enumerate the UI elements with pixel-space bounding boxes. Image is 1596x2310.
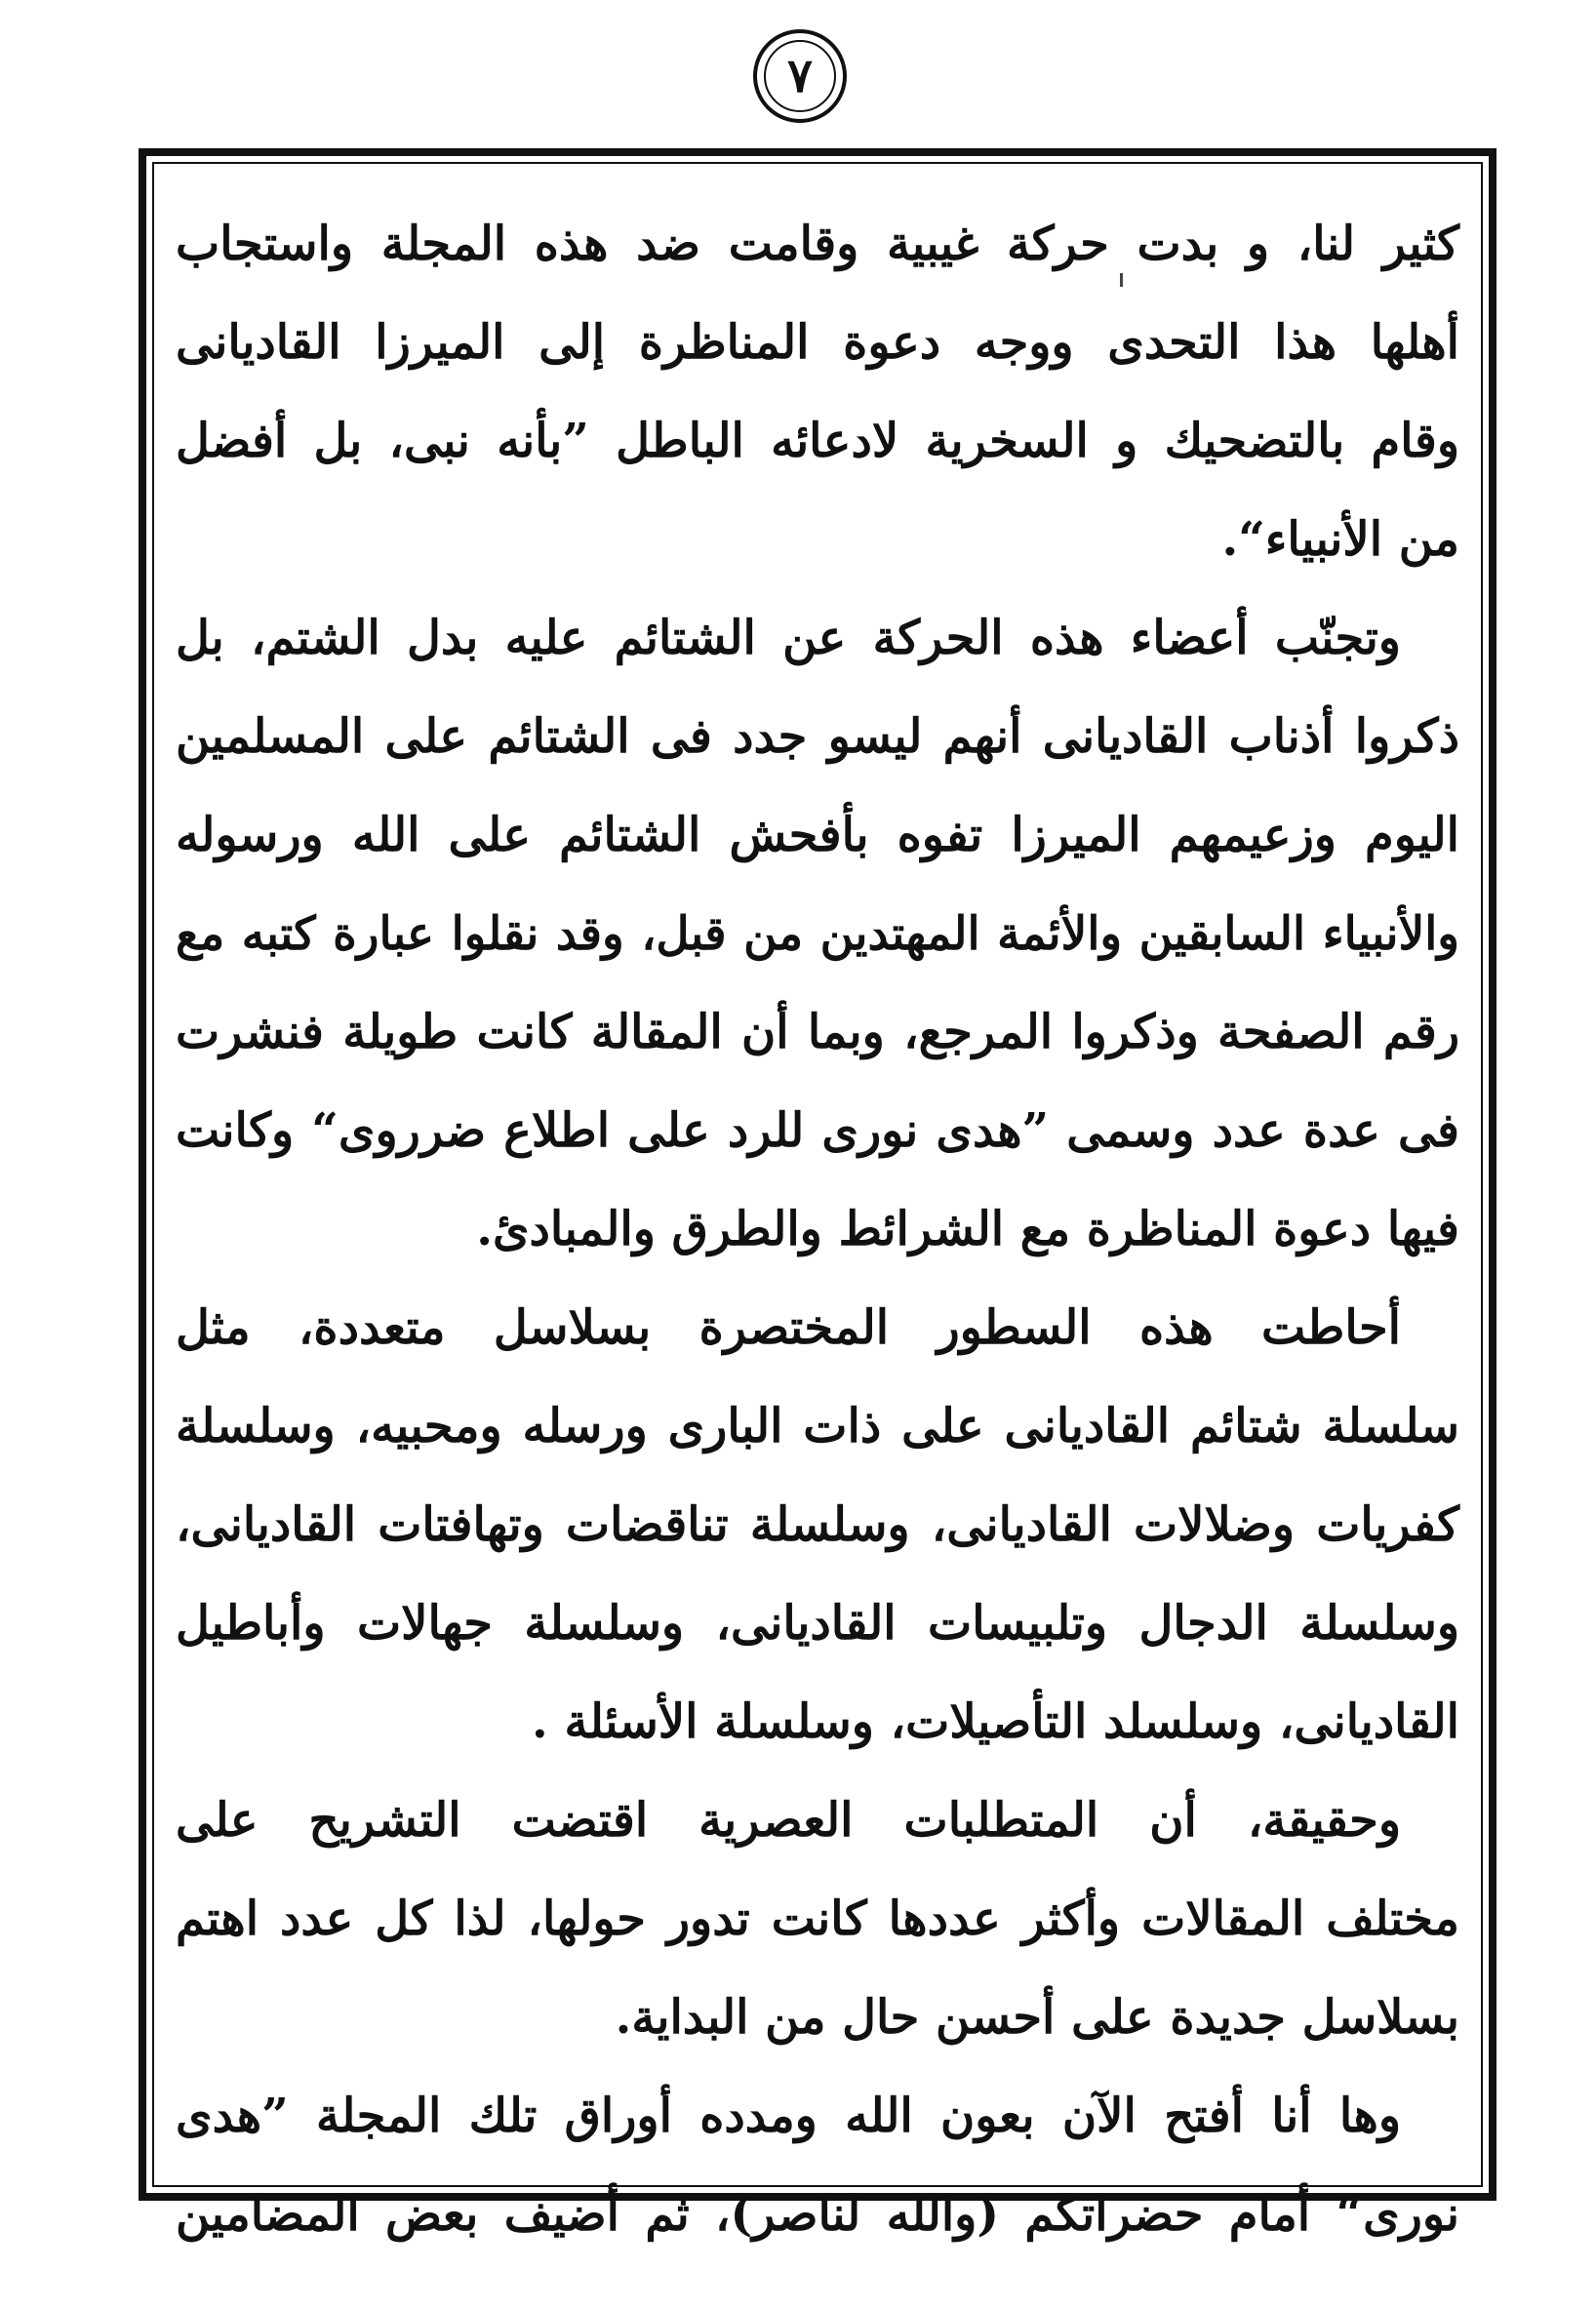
text-line: اليوم وزعيمهم الميرزا تفوه بأفحش الشتائم على الله ورسوله [176, 808, 1459, 862]
body-text [176, 195, 1459, 2264]
text-line: والأنبياء السابقين والأئمة المهتدين من قبل، وقد نقلوا عبارة كتبه مع [176, 907, 1459, 961]
text-line: نورى“ أمام حضراتكم (والله لناصر)، ثم أضيف بعض المضامين [176, 2187, 1459, 2242]
text-line: وقام بالتضحيك و السخرية لادعائه الباطل ”بأنه نبى، بل أفضل [176, 414, 1460, 468]
text-line: أهلها هذا التحدى ووجه دعوة المناظرة إلى الميرزا القاديانى [176, 315, 1459, 370]
text-line: من الأنبياء“. [1221, 512, 1459, 567]
text-line: القاديانى، وسلسلد التأصيلات، وسلسلة الأسئلة . [532, 1694, 1459, 1749]
text-line: وحقيقة، أن المتطلبات العصرية اقتضت التشريح على [176, 1793, 1401, 1848]
page-number-badge [753, 29, 847, 123]
text-line: كثير لنا، و بدت حركة غيبية وقامت ضد هذه المجلة واستجاب [176, 217, 1459, 271]
text-line: ذكروا أذناب القاديانى أنهم ليسو جدد فى الشتائم على المسلمين [176, 709, 1459, 764]
text-line: فيها دعوة المناظرة مع الشرائط والطرق والمبادئ. [476, 1202, 1459, 1256]
text-line: مختلف المقالات وأكثر عددها كانت تدور حولها، لذا كل عدد اهتم [176, 1892, 1459, 1946]
text-line: وسلسلة الدجال وتلبيسات القاديانى، وسلسلة جهالات وأباطيل [176, 1596, 1459, 1651]
text-line: بسلاسل جديدة على أحسن حال من البداية. [615, 1990, 1459, 2045]
text-line: رقم الصفحة وذكروا المرجع، وبما أن المقالة كانت طويلة فنشرت [176, 1005, 1459, 1059]
text-line: كفريات وضلالات القاديانى، وسلسلة تناقضات وتهافتات القاديانى، [176, 1497, 1459, 1552]
text-line: وها أنا أفتح الآن بعون الله ومدده أوراق تلك المجلة ”هدى [176, 2089, 1401, 2143]
text-line: فى عدة عدد وسمى ”هدى نورى للرد على اطلاع ضرروى“ وكانت [176, 1103, 1459, 1158]
text-line: وتجنّب أعضاء هذه الحركة عن الشتائم عليه بدل الشتم، بل [176, 611, 1401, 665]
text-line: أحاطت هذه السطور المختصرة بسلاسل متعددة، مثل [176, 1300, 1401, 1355]
text-line: سلسلة شتائم القاديانى على ذات البارى ورسله ومحبيه، وسلسلة [176, 1399, 1459, 1454]
page-number: ٧ [787, 49, 813, 103]
